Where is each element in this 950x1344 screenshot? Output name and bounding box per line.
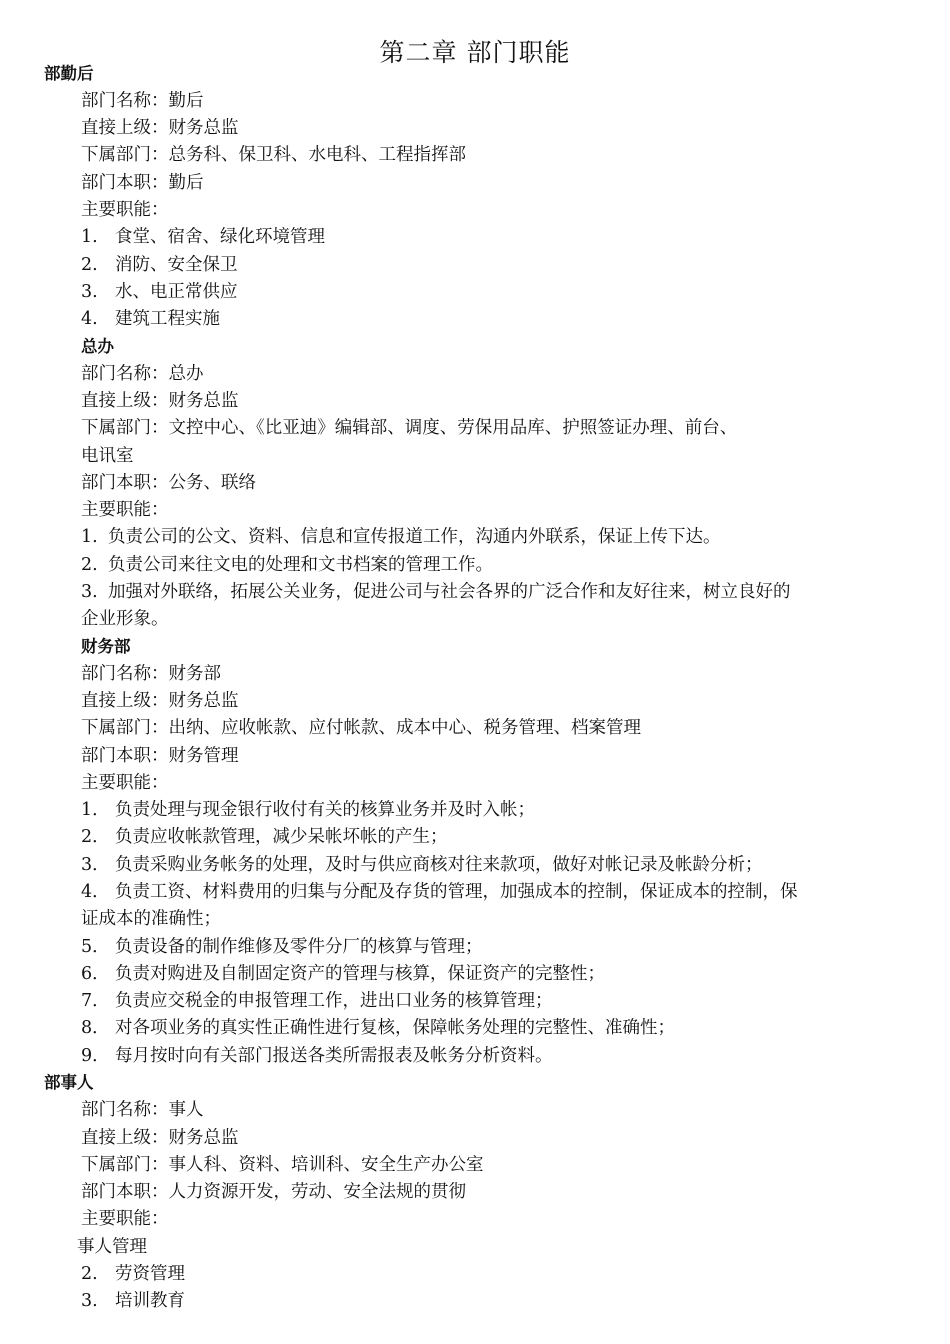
subordinate-depts: 下属部门：文控中心、《比亚迪》编辑部、调度、劳保用品库、护照签证办理、前台、 (81, 418, 738, 438)
item-number: 1. (81, 527, 98, 547)
item-number: 3. (81, 1291, 98, 1311)
item-number: 1． (81, 800, 110, 820)
list-item (77, 1236, 147, 1258)
section-heading: 财务部 (81, 637, 131, 656)
main-duties-label: 主要职能： (81, 773, 169, 793)
dept-name: 部门名称：总办 (81, 364, 204, 384)
section-heading: 总办 (81, 337, 114, 356)
list-item (81, 1017, 675, 1039)
section-heading: 部勤后 (44, 64, 94, 83)
list-item (81, 526, 721, 548)
section-heading: 部事人 (44, 1073, 94, 1092)
list-item (81, 990, 553, 1012)
item-text: 负责公司来往文电的处理和文书档案的管理工作。 (108, 555, 493, 575)
list-item (81, 554, 493, 576)
list-item (81, 799, 535, 821)
direct-superior: 直接上级：财务总监 (81, 391, 239, 411)
item-text: 负责公司的公文、资料、信息和宣传报道工作，沟通内外联系，保证上传下达。 (108, 527, 721, 547)
list-item-continued: 企业形象。 (81, 609, 169, 629)
direct-superior: 直接上级：财务总监 (81, 1128, 239, 1148)
list-item (81, 881, 798, 903)
item-text: 负责应收帐款管理，减少呆帐坏帐的产生； (115, 827, 448, 847)
subordinate-depts: 下属部门：出纳、应收帐款、应付帐款、成本中心、税务管理、档案管理 (81, 718, 641, 738)
item-text: 对各项业务的真实性正确性进行复核，保障帐务处理的完整性、准确性； (115, 1018, 675, 1038)
item-text: 培训教育 (115, 1291, 185, 1311)
list-item (81, 963, 605, 985)
item-number: 2. (81, 255, 98, 275)
item-number: 9． (81, 1046, 110, 1066)
item-text: 每月按时向有关部门报送各类所需报表及帐务分析资料。 (115, 1046, 553, 1066)
list-item (81, 1290, 185, 1312)
main-duties-label: 主要职能： (81, 1209, 169, 1229)
list-item (81, 826, 448, 848)
subordinate-depts: 下属部门：事人科、资料、培训科、安全生产办公室 (81, 1155, 484, 1175)
direct-superior: 直接上级：财务总监 (81, 691, 239, 711)
list-item (81, 1263, 185, 1285)
dept-duty: 部门本职：财务管理 (81, 746, 239, 766)
list-item (81, 308, 220, 330)
subordinate-depts-continued: 电讯室 (81, 446, 134, 466)
item-number: 4． (81, 882, 110, 902)
item-number: 2. (81, 1264, 98, 1284)
item-number: 2. (81, 555, 98, 575)
item-text: 负责工资、材料费用的归集与分配及存货的管理，加强成本的控制，保证成本的控制，保 (115, 882, 798, 902)
dept-duty: 部门本职：人力资源开发，劳动、安全法规的贯彻 (81, 1182, 466, 1202)
item-number: 6． (81, 964, 110, 984)
item-text: 劳资管理 (115, 1264, 185, 1284)
dept-name: 部门名称：财务部 (81, 664, 221, 684)
list-item (81, 581, 791, 603)
item-text: 消防、安全保卫 (115, 255, 238, 275)
item-text: 水、电正常供应 (115, 282, 238, 302)
item-number: 4. (81, 309, 98, 329)
list-item (81, 936, 483, 958)
item-text: 负责采购业务帐务的处理，及时与供应商核对往来款项，做好对帐记录及帐龄分析； (115, 855, 763, 875)
list-item (81, 1045, 553, 1067)
list-item-continued: 证成本的准确性； (81, 909, 221, 929)
subordinate-depts: 下属部门：总务科、保卫科、水电科、工程指挥部 (81, 145, 466, 165)
item-text: 负责对购进及自制固定资产的管理与核算，保证资产的完整性； (115, 964, 605, 984)
dept-name: 部门名称：勤后 (81, 91, 204, 111)
item-text: 负责应交税金的申报管理工作，进出口业务的核算管理； (115, 991, 553, 1011)
item-number: 2． (81, 827, 110, 847)
item-number: 8． (81, 1018, 110, 1038)
item-number: 7． (81, 991, 110, 1011)
item-text: 负责处理与现金银行收付有关的核算业务并及时入帐； (115, 800, 535, 820)
item-text: 食堂、宿舍、绿化环境管理 (115, 227, 325, 247)
dept-duty: 部门本职：勤后 (81, 173, 204, 193)
direct-superior: 直接上级：财务总监 (81, 118, 239, 138)
item-text: 事人管理 (77, 1237, 147, 1257)
item-number: 3． (81, 855, 110, 875)
list-item (81, 226, 325, 248)
dept-duty: 部门本职：公务、联络 (81, 473, 256, 493)
list-item (81, 254, 238, 276)
main-duties-label: 主要职能： (81, 200, 169, 220)
list-item (81, 854, 763, 876)
chapter-title: 第二章 部门职能 (379, 38, 571, 67)
item-text: 负责设备的制作维修及零件分厂的核算与管理； (115, 937, 483, 957)
item-number: 3. (81, 282, 98, 302)
item-number: 5． (81, 937, 110, 957)
item-text: 加强对外联络，拓展公关业务，促进公司与社会各界的广泛合作和友好往来，树立良好的 (108, 582, 791, 602)
main-duties-label: 主要职能： (81, 500, 169, 520)
list-item (81, 281, 238, 303)
item-text: 建筑工程实施 (115, 309, 220, 329)
item-number: 3. (81, 582, 98, 602)
item-number: 1. (81, 227, 98, 247)
dept-name: 部门名称：事人 (81, 1100, 204, 1120)
